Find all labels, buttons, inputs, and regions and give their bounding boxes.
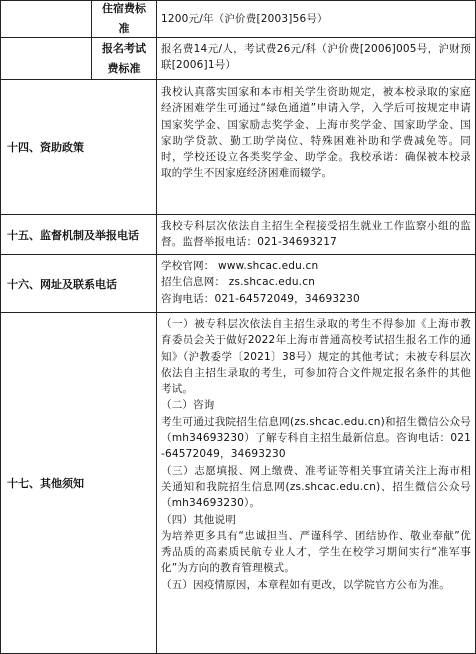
section-16-label: 十六、网址及联系电话 [1, 255, 157, 312]
accommodation-fee-label: 住宿费标准 [92, 1, 157, 37]
blank-cell [1, 38, 92, 79]
blank-cell [1, 1, 92, 37]
row-section-15 [1, 215, 476, 255]
section-17-label: 十七、其他须知 [1, 313, 157, 653]
notice-para-1: （一）被专科层次依法自主招生录取的考生不得参加《上海市教育委员会关于做好2022年上海市普通高校考试招生报名工作的通知》（沪教委学〔2021〕38号）规定的其他考试；未被专科层次依法自主招生录取的考生，可参加符合文件规定报名条件的其他考试。 [161, 318, 471, 396]
accommodation-fee-value: 1200元/年（沪价费[2003]56号） [157, 1, 476, 37]
row-registration-fee [1, 38, 476, 80]
notice-para-4: 为培养更多具有“忠诚担当、严谨科学、团结协作、敬业奉献”优秀品质的高素质民航专业人才，学生在校学习期间实行“准军事化”为方向的教育管理模式。 [161, 529, 471, 575]
section-16-contacts [157, 255, 476, 312]
admissions-website: 招生信息网： zs.shcac.edu.cn [161, 276, 316, 289]
notice-para-2: 考生可通过我院招生信息网(zs.shcac.edu.cn)和招生微信公众号（mh34693230）了解专科自主招生最新信息。咨询电话：021-64572049，34693230 [161, 415, 471, 461]
row-accommodation-fee [1, 1, 476, 38]
notice-para-4-title: （四）其他说明 [161, 513, 236, 526]
registration-fee-label: 报名考试费标准 [92, 38, 157, 79]
section-14-text: 我校认真落实国家和本市相关学生资助规定，被本校录取的家庭经济困难学生可通过“绿色通道”申请入学，入学后可按规定申请国家奖学金、国家励志奖学金、上海市奖学金、国家助学金、国家助学贷款、勤工助学岗位、特殊困难补助和学费减免等。同时，学校还设立各类奖学金、助学金。我校承诺：确保被本校录取的学生不因家庭经济困难而辍学。 [157, 80, 476, 214]
notice-para-5: （五）因疫情原因，本章程如有更改，以学院官方公布为准。 [161, 578, 450, 591]
registration-fee-value: 报名费14元/人，考试费26元/科（沪价费[2006]005号，沪财预联[2006]1号） [157, 38, 476, 79]
row-section-17 [1, 313, 476, 654]
notice-para-3: （三）志愿填报、网上缴费、准考证等相关事宜请关注上海市相关通知和我院招生信息网(zs.shcac.edu.cn)、招生微信公众号（mh34693230）。 [161, 464, 471, 510]
section-15-text: 我校专科层次依法自主招生全程接受招生就业工作监察小组的监督。监督举报电话：021-34693217 [157, 215, 476, 254]
section-14-label: 十四、资助政策 [1, 80, 157, 214]
section-15-label: 十五、监督机制及举报电话 [1, 215, 157, 254]
section-17-text [157, 313, 476, 653]
school-website: 学校官网： www.shcac.edu.cn [161, 260, 319, 272]
notice-para-2-title: （二）咨询 [161, 399, 215, 412]
row-section-14 [1, 80, 476, 215]
consult-phone: 咨询电话：021-64572049，34693230 [161, 292, 360, 305]
row-section-16 [1, 255, 476, 313]
